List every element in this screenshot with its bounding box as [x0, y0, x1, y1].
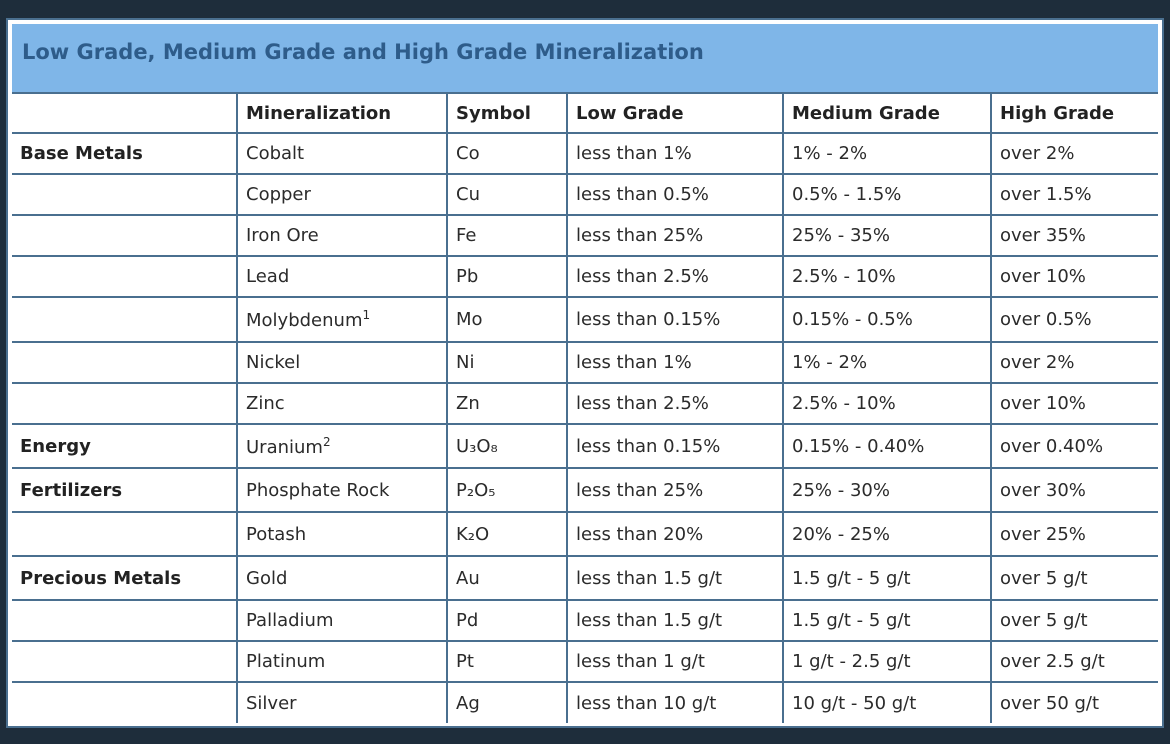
table-row	[12, 256, 1158, 297]
row-medium-grade: 0.15% - 0.40%	[783, 424, 991, 468]
table-row	[12, 556, 1158, 600]
table-row	[12, 174, 1158, 215]
table-title: Low Grade, Medium Grade and High Grade Mineralization	[22, 40, 704, 64]
row-medium-grade: 1.5 g/t - 5 g/t	[783, 556, 991, 600]
row-low-grade: less than 20%	[567, 512, 783, 556]
mineral-name: Gold	[246, 567, 288, 589]
header-low-grade: Low Grade	[567, 94, 783, 133]
row-category: Precious Metals	[12, 556, 237, 600]
row-symbol: Pd	[447, 600, 567, 641]
mineral-name: Palladium	[246, 610, 334, 631]
row-mineral	[237, 512, 447, 556]
mineral-name: Lead	[246, 266, 290, 287]
row-mineral	[237, 174, 447, 215]
footnote-marker: 1	[362, 308, 371, 322]
table-frame	[6, 18, 1164, 728]
row-symbol: Au	[447, 556, 567, 600]
row-symbol: Mo	[447, 297, 567, 342]
row-high-grade: over 2.5 g/t	[991, 641, 1158, 682]
mineral-name: Nickel	[246, 352, 301, 373]
row-low-grade: less than 2.5%	[567, 383, 783, 424]
header-symbol: Symbol	[447, 94, 567, 133]
table-row	[12, 133, 1158, 174]
row-symbol: Pb	[447, 256, 567, 297]
row-mineral	[237, 424, 447, 468]
row-high-grade: over 50 g/t	[991, 682, 1158, 723]
row-mineral	[237, 297, 447, 342]
row-category	[12, 342, 237, 383]
mineral-name: Silver	[246, 692, 297, 714]
row-low-grade: less than 25%	[567, 468, 783, 512]
row-medium-grade: 1% - 2%	[783, 342, 991, 383]
row-low-grade: less than 1.5 g/t	[567, 556, 783, 600]
row-low-grade: less than 1%	[567, 133, 783, 174]
row-medium-grade: 0.5% - 1.5%	[783, 174, 991, 215]
row-mineral	[237, 682, 447, 723]
row-mineral	[237, 133, 447, 174]
row-low-grade: less than 0.5%	[567, 174, 783, 215]
row-low-grade: less than 0.15%	[567, 424, 783, 468]
table-row	[12, 641, 1158, 682]
row-category	[12, 682, 237, 723]
row-low-grade: less than 2.5%	[567, 256, 783, 297]
row-high-grade: over 10%	[991, 383, 1158, 424]
row-low-grade: less than 10 g/t	[567, 682, 783, 723]
row-medium-grade: 25% - 35%	[783, 215, 991, 256]
row-symbol: P₂O₅	[447, 468, 567, 512]
row-category	[12, 383, 237, 424]
table-row	[12, 600, 1158, 641]
row-category: Base Metals	[12, 133, 237, 174]
header-category	[12, 94, 237, 133]
mineral-name: Phosphate Rock	[246, 479, 390, 501]
row-mineral	[237, 468, 447, 512]
row-symbol: Zn	[447, 383, 567, 424]
mineral-name: Platinum	[246, 651, 326, 672]
row-mineral	[237, 256, 447, 297]
mineral-name: Iron Ore	[246, 225, 319, 246]
table-row	[12, 468, 1158, 512]
row-symbol: K₂O	[447, 512, 567, 556]
table-row	[12, 342, 1158, 383]
row-symbol: Co	[447, 133, 567, 174]
table-row	[12, 215, 1158, 256]
row-mineral	[237, 600, 447, 641]
row-mineral	[237, 342, 447, 383]
row-symbol: Pt	[447, 641, 567, 682]
row-medium-grade: 1% - 2%	[783, 133, 991, 174]
row-mineral	[237, 556, 447, 600]
row-high-grade: over 35%	[991, 215, 1158, 256]
table-row	[12, 383, 1158, 424]
row-mineral	[237, 383, 447, 424]
row-medium-grade: 2.5% - 10%	[783, 383, 991, 424]
row-category: Fertilizers	[12, 468, 237, 512]
row-category	[12, 600, 237, 641]
row-high-grade: over 2%	[991, 342, 1158, 383]
mineralization-table	[12, 94, 1158, 723]
row-medium-grade: 2.5% - 10%	[783, 256, 991, 297]
row-category	[12, 215, 237, 256]
table-row	[12, 297, 1158, 342]
table-row	[12, 512, 1158, 556]
row-symbol: Fe	[447, 215, 567, 256]
row-medium-grade: 0.15% - 0.5%	[783, 297, 991, 342]
row-category	[12, 174, 237, 215]
row-low-grade: less than 0.15%	[567, 297, 783, 342]
row-low-grade: less than 1%	[567, 342, 783, 383]
row-high-grade: over 10%	[991, 256, 1158, 297]
mineral-name: Cobalt	[246, 143, 305, 164]
row-high-grade: over 2%	[991, 133, 1158, 174]
header-medium-grade: Medium Grade	[783, 94, 991, 133]
row-mineral	[237, 215, 447, 256]
row-medium-grade: 10 g/t - 50 g/t	[783, 682, 991, 723]
row-medium-grade: 20% - 25%	[783, 512, 991, 556]
row-high-grade: over 5 g/t	[991, 600, 1158, 641]
row-symbol: Ag	[447, 682, 567, 723]
row-category	[12, 512, 237, 556]
mineral-name: Copper	[246, 184, 311, 205]
mineral-name: Zinc	[246, 393, 285, 414]
mineral-name: Uranium	[246, 436, 323, 458]
row-symbol: U₃O₈	[447, 424, 567, 468]
row-mineral	[237, 641, 447, 682]
row-low-grade: less than 25%	[567, 215, 783, 256]
row-high-grade: over 0.40%	[991, 424, 1158, 468]
mineral-name: Molybdenum	[246, 310, 363, 331]
row-medium-grade: 25% - 30%	[783, 468, 991, 512]
header-high-grade: High Grade	[991, 94, 1158, 133]
row-medium-grade: 1 g/t - 2.5 g/t	[783, 641, 991, 682]
header-mineralization: Mineralization	[237, 94, 447, 133]
row-low-grade: less than 1 g/t	[567, 641, 783, 682]
row-high-grade: over 0.5%	[991, 297, 1158, 342]
footnote-marker: 2	[322, 434, 331, 449]
table-row	[12, 424, 1158, 468]
row-symbol: Cu	[447, 174, 567, 215]
table-row	[12, 682, 1158, 723]
row-high-grade: over 5 g/t	[991, 556, 1158, 600]
mineral-name: Potash	[246, 523, 307, 545]
row-high-grade: over 25%	[991, 512, 1158, 556]
header-row	[12, 94, 1158, 133]
row-category	[12, 256, 237, 297]
row-category	[12, 641, 237, 682]
title-bar	[12, 24, 1158, 94]
row-high-grade: over 1.5%	[991, 174, 1158, 215]
row-category: Energy	[12, 424, 237, 468]
row-symbol: Ni	[447, 342, 567, 383]
row-category	[12, 297, 237, 342]
row-high-grade: over 30%	[991, 468, 1158, 512]
row-medium-grade: 1.5 g/t - 5 g/t	[783, 600, 991, 641]
row-low-grade: less than 1.5 g/t	[567, 600, 783, 641]
